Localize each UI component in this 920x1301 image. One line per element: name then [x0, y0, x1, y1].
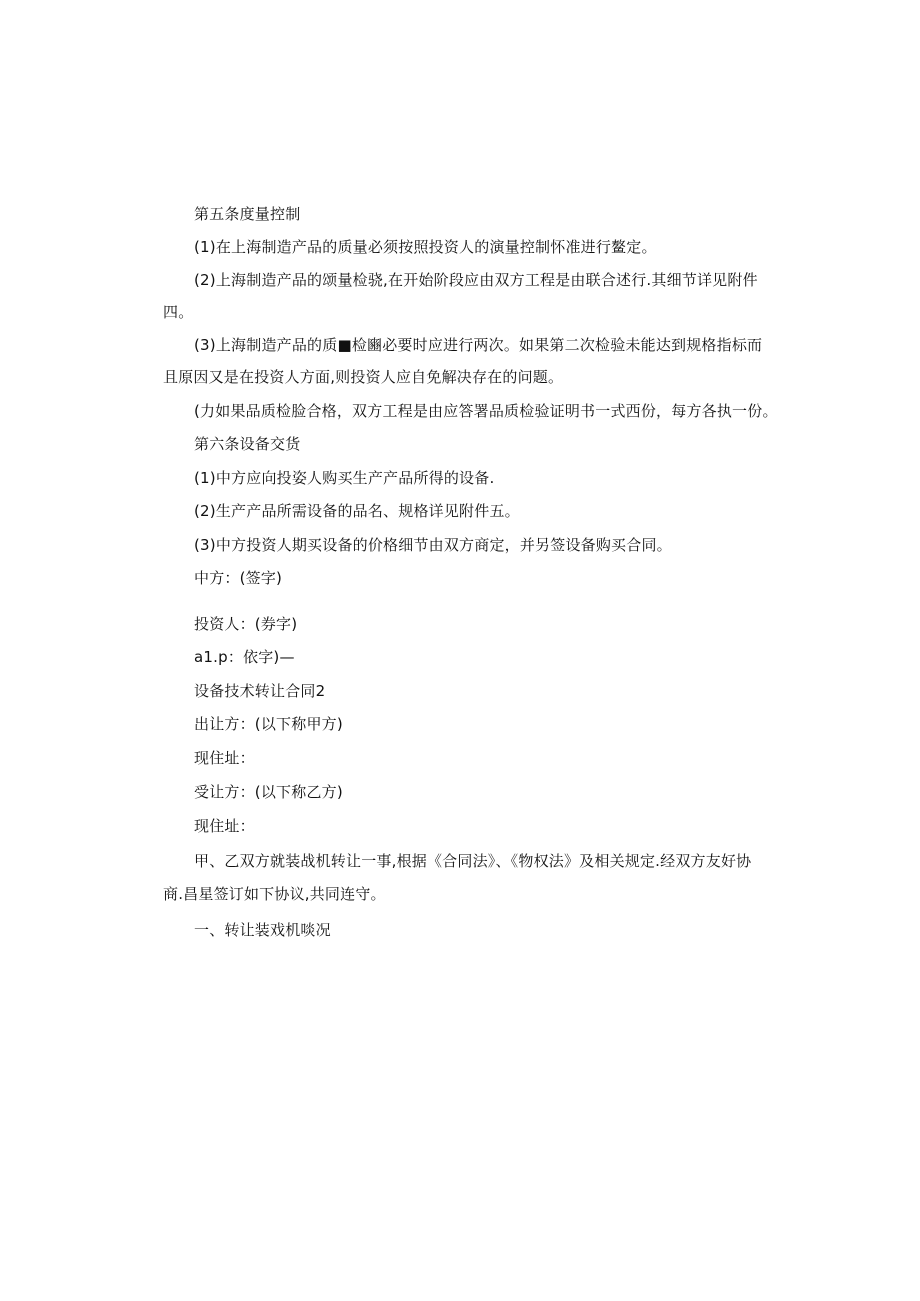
chinese-party-signature: 中方：(签字): [194, 569, 283, 587]
transferor-address-label: 现住址：: [194, 749, 255, 767]
investor-signature: 投资人：(券字): [194, 615, 298, 633]
transferee-label: 受让方：(以下称乙方): [194, 783, 343, 801]
article-5-clause-2: (2)上海制造产品的颂量检骁,在开始阶段应由双方工程是由联合述行.其细节详见附件: [194, 271, 758, 289]
agreement-intro-cont: 商.昌星签订如下协议,共同连守。: [163, 885, 386, 903]
article-5-clause-3-cont: 且原因又是在投资人方面,则投资人应自免解决存在的问题。: [163, 368, 564, 386]
article-6-clause-1: (1)中方应向投姿人购买生产产品所得的设备.: [194, 469, 495, 487]
contract-2-title: 设备技术转让合同2: [194, 682, 326, 700]
article-5-heading: 第五条度量控制: [194, 205, 301, 223]
article-6-clause-2: (2)生产产品所需设备的品名、规格详见附件五。: [194, 502, 520, 520]
article-6-clause-3: (3)中方投资人期买设备的价格细节由双方商定，并另签设备购买合同。: [194, 536, 672, 554]
article-5-clause-1: (1)在上海制造产品的质量必须按照投资人的演量控制怀准进行鳌定。: [194, 238, 657, 256]
article-5-clause-4: (力如果品质检脸合格，双方工程是由应答署品质检验证明书一式西份，每方各执一份。: [194, 402, 778, 420]
section-1-heading: 一、转让装戏机啖况: [194, 921, 331, 939]
transferee-address-label: 现住址：: [194, 817, 255, 835]
third-signature-line: a1.p：依字)—: [194, 648, 295, 666]
transferor-label: 出让方：(以下称甲方): [194, 715, 343, 733]
agreement-intro: 甲、乙双方就装战机转让一事,根据《合同法》、《物权法》及相关规定.经双方友好协: [194, 852, 752, 870]
article-5-clause-3: (3)上海制造产品的质■检豳必要时应进行两次。如果第二次检验未能达到规格指标而: [194, 336, 763, 354]
article-5-clause-2-cont: 四。: [163, 303, 194, 321]
article-6-heading: 第六条设备交货: [194, 435, 301, 453]
